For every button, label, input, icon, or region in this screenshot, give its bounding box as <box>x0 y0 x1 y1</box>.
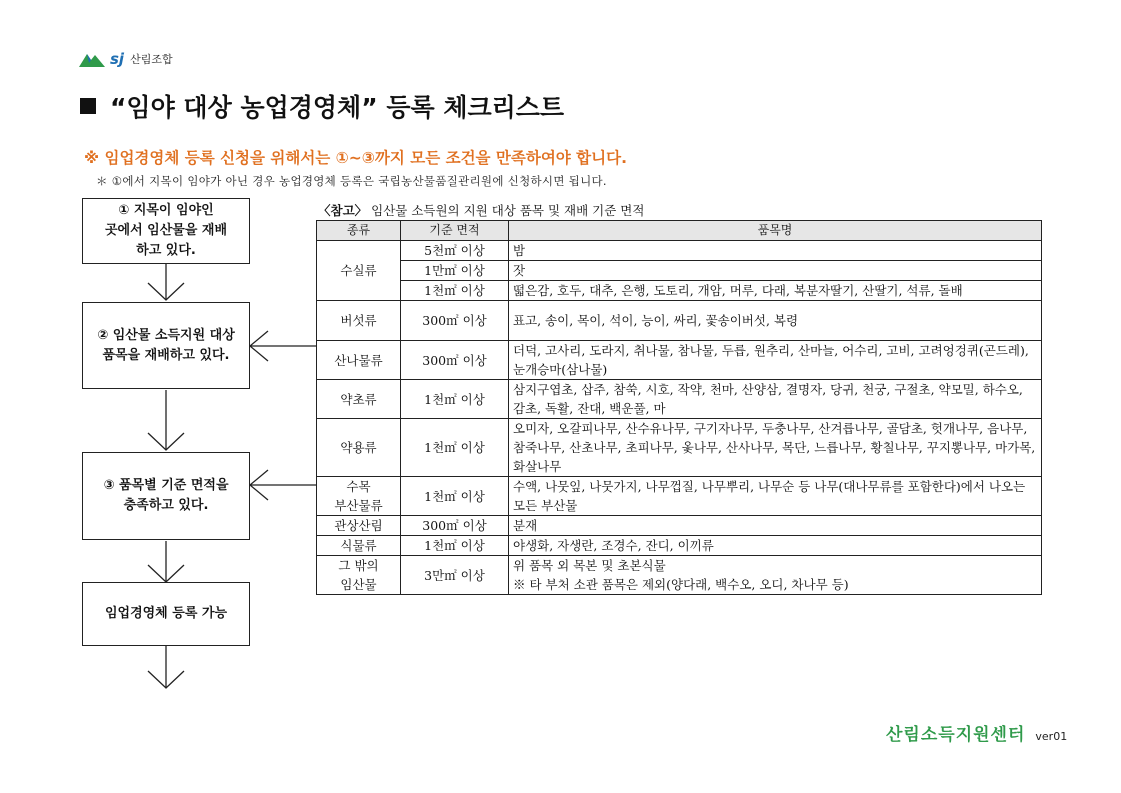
sub-note: ＊ ①에서 지목이 임야가 아닌 경우 농업경영체 등록은 국립농산물품질관리원에 신청하시면 됩니다. <box>96 174 607 188</box>
category-cell: 버섯류 <box>317 301 401 341</box>
step1-line1: ① 지목이 임야인 <box>118 203 214 218</box>
items-cell: 야생화, 자생란, 조경수, 잔디, 이끼류 <box>509 536 1042 556</box>
step1-line3: 하고 있다. <box>136 243 196 258</box>
footer-logo <box>886 720 1067 745</box>
area-cell: 1천㎡ 이상 <box>401 477 509 516</box>
logo-org-name: 산림조합 <box>130 53 173 66</box>
result-text: 임업경영체 등록 가능 <box>104 606 228 621</box>
items-cell: 수액, 나뭇잎, 나뭇가지, 나무껍질, 나무뿌리, 나무순 등 나무(대나무류를 포함한다)에서 나오는 모든 부산물 <box>509 477 1042 516</box>
header-items: 품목명 <box>509 221 1042 241</box>
header-category: 종류 <box>317 221 401 241</box>
area-cell: 1천㎡ 이상 <box>401 380 509 419</box>
table-row <box>317 477 1042 516</box>
step2-line2: 품목을 재배하고 있다. <box>102 347 230 363</box>
area-cell: 300㎡ 이상 <box>401 301 509 341</box>
step2-line1: ② 임산물 소득지원 대상 <box>97 327 235 343</box>
step3-line2: 충족하고 있다. <box>123 498 209 513</box>
step1-box <box>82 198 250 264</box>
table-row <box>317 261 1042 281</box>
footer-brand: 산림소득지원센터 <box>886 725 1026 745</box>
table-row <box>317 380 1042 419</box>
items-cell: 표고, 송이, 목이, 석이, 능이, 싸리, 꽃송이버섯, 복령 <box>509 301 1042 341</box>
step2-box <box>82 302 250 389</box>
items-cell: 삼지구엽초, 삽주, 참쑥, 시호, 작약, 천마, 산양삼, 결명자, 당귀, 천궁, 구절초, 약모밀, 하수오, 감초, 독활, 잔대, 백운풀, 마 <box>509 380 1042 419</box>
table-row <box>317 301 1042 341</box>
page-title-text: “임야 대상 농업경영체” 등록 체크리스트 <box>110 93 565 122</box>
version-label: ver01 <box>1035 730 1068 743</box>
table-row <box>317 419 1042 477</box>
area-cell: 300㎡ 이상 <box>401 516 509 536</box>
items-cell: 밤 <box>509 241 1042 261</box>
table-row <box>317 281 1042 301</box>
reference-caption <box>318 201 644 219</box>
category-cell: 산나물류 <box>317 341 401 380</box>
header-area: 기준 면적 <box>401 221 509 241</box>
reference-caption-text: 임산물 소득원의 지원 대상 품목 및 재배 기준 면적 <box>367 203 645 218</box>
items-cell: 떫은감, 호두, 대추, 은행, 도토리, 개암, 머루, 다래, 복분자딸기, 산딸기, 석류, 돌배 <box>509 281 1042 301</box>
table-row <box>317 556 1042 595</box>
table-row <box>317 341 1042 380</box>
area-cell: 1만㎡ 이상 <box>401 261 509 281</box>
reference-tag: 〈참고〉 <box>318 203 368 218</box>
requirement-notice: ※ 임업경영체 등록 신청을 위해서는 ①~③까지 모든 조건을 만족하여야 합니다. <box>84 149 627 167</box>
category-cell: 약초류 <box>317 380 401 419</box>
items-cell: 위 품목 외 목본 및 초본식물 ※ 타 부처 소관 품목은 제외(양다래, 백수오, 오디, 차나무 등) <box>509 556 1042 595</box>
table-row <box>317 241 1042 261</box>
area-cell: 1천㎡ 이상 <box>401 536 509 556</box>
category-cell: 관상산림 <box>317 516 401 536</box>
area-cell: 1천㎡ 이상 <box>401 419 509 477</box>
table-row <box>317 536 1042 556</box>
logo-sj-text: sj <box>110 50 125 68</box>
table-row <box>317 516 1042 536</box>
area-cell: 1천㎡ 이상 <box>401 281 509 301</box>
items-cell: 오미자, 오갈피나무, 산수유나무, 구기자나무, 두충나무, 산겨릅나무, 골담초, 헛개나무, 음나무, 참죽나무, 산초나무, 초피나무, 옻나무, 산사나무, 목단, 느릅나무, 황칠나무, 꾸지뽕나무, 마가목, 화살나무 <box>509 419 1042 477</box>
area-cell: 3만㎡ 이상 <box>401 556 509 595</box>
table-header-row <box>317 221 1042 241</box>
result-box <box>82 582 250 646</box>
items-cell: 잣 <box>509 261 1042 281</box>
step1-line2: 곳에서 임산물을 재배 <box>104 223 228 238</box>
area-cell: 300㎡ 이상 <box>401 341 509 380</box>
items-cell: 분재 <box>509 516 1042 536</box>
category-cell: 수실류 <box>317 241 401 301</box>
step3-box <box>82 452 250 540</box>
reference-table <box>316 220 1042 595</box>
category-cell: 그 밖의 임산물 <box>317 556 401 595</box>
category-cell: 수목 부산물류 <box>317 477 401 516</box>
step3-line1: ③ 품목별 기준 면적을 <box>103 478 229 493</box>
category-cell: 식물류 <box>317 536 401 556</box>
items-cell: 더덕, 고사리, 도라지, 취나물, 참나물, 두릅, 원추리, 산마늘, 어수리, 고비, 고려엉겅퀴(곤드레), 눈개승마(삼나물) <box>509 341 1042 380</box>
area-cell: 5천㎡ 이상 <box>401 241 509 261</box>
category-cell: 약용류 <box>317 419 401 477</box>
